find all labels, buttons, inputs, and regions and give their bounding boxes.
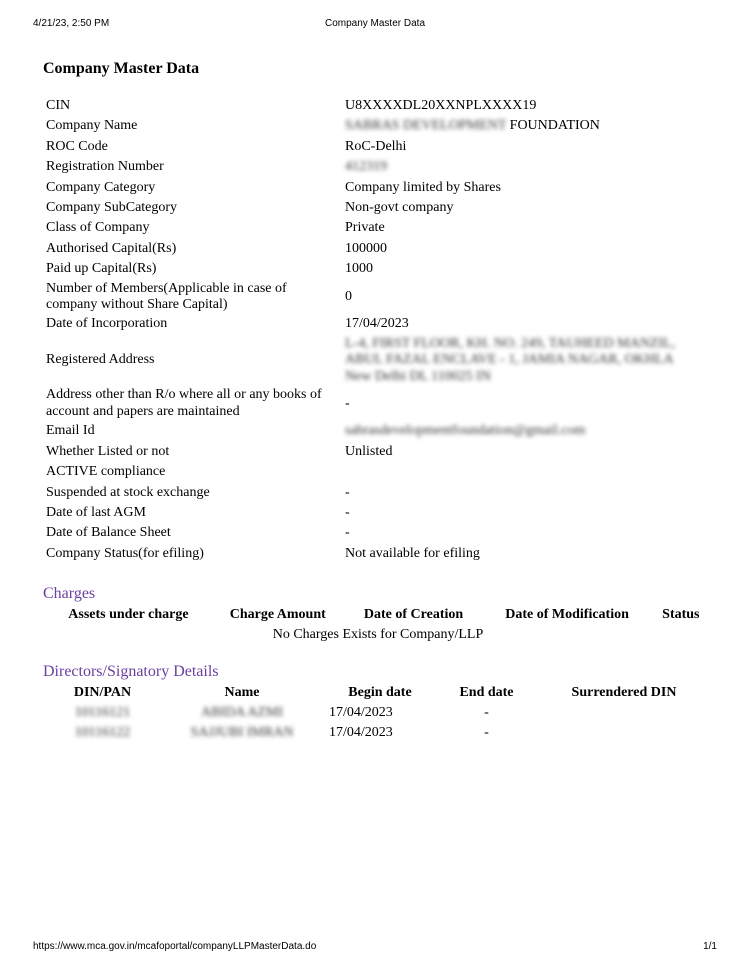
master-row-last-agm <box>42 503 702 523</box>
director-end-date: - <box>484 725 489 740</box>
roc-code-value: RoC-Delhi <box>345 138 407 154</box>
authorised-capital-label: Authorised Capital(Rs) <box>46 240 177 256</box>
directors-col-surrendered: Surrendered DIN <box>571 685 677 700</box>
print-timestamp: 4/21/23, 2:50 PM <box>33 18 110 29</box>
email-value <box>341 421 702 441</box>
directors-section-title: Directors/Signatory Details <box>43 663 219 680</box>
authorised-capital-value: 100000 <box>345 240 387 256</box>
company-name-suffix: FOUNDATION <box>506 118 600 134</box>
director-begin-date: 17/04/2023 <box>329 705 393 720</box>
members-label: Number of Members(Applicable in case of company without Share Capital) <box>46 280 287 313</box>
master-row-paidup-capital <box>42 259 702 279</box>
director-din <box>46 723 159 743</box>
suspended-value: - <box>345 484 350 500</box>
listed-label: Whether Listed or not <box>46 443 170 459</box>
charges-col-status: Status <box>662 607 700 622</box>
master-row-class <box>42 218 702 238</box>
master-row-authorised-capital <box>42 239 702 259</box>
members-value: 0 <box>345 288 352 304</box>
master-row-members <box>42 280 702 315</box>
director-end-date: - <box>484 705 489 720</box>
email-redacted: sabrasdevelopmentfoundation@gmail.com <box>345 423 586 439</box>
master-row-registration <box>42 157 702 177</box>
company-master-table <box>42 96 702 564</box>
paidup-capital-label: Paid up Capital(Rs) <box>46 261 157 277</box>
table-row <box>46 723 710 743</box>
directors-col-begin: Begin date <box>348 685 412 700</box>
directors-header-row <box>46 683 710 703</box>
director-name-redacted: SAJJUBI IMRAN <box>190 725 294 740</box>
page-number: 1/1 <box>703 941 717 952</box>
email-label: Email Id <box>46 423 95 439</box>
directors-col-name: Name <box>224 685 260 700</box>
class-of-company-value: Private <box>345 220 385 236</box>
company-name-redacted: SABRAS DEVELOPMENT <box>345 118 507 134</box>
master-row-status <box>42 544 702 564</box>
incorporation-date-label: Date of Incorporation <box>46 316 168 332</box>
director-din-redacted: 10116121 <box>74 705 131 720</box>
books-address-label: Address other than R/o where all or any books of account and papers are maintained <box>46 387 322 419</box>
registered-address-label: Registered Address <box>46 352 155 368</box>
master-row-subcategory <box>42 198 702 218</box>
charges-section-title: Charges <box>43 585 96 602</box>
print-url: https://www.mca.gov.in/mcafoportal/companyLLPMasterData.do <box>33 941 317 952</box>
active-compliance-value <box>341 462 702 482</box>
charges-empty-row <box>46 625 710 645</box>
director-begin-date: 17/04/2023 <box>329 725 393 740</box>
last-agm-value: - <box>345 504 350 520</box>
balance-sheet-value: - <box>345 525 350 541</box>
page-title: Company Master Data <box>43 60 200 77</box>
registration-number-value <box>341 157 702 177</box>
master-row-suspended <box>42 483 702 503</box>
charges-col-creation: Date of Creation <box>363 607 464 622</box>
master-row-active-compliance <box>42 462 702 482</box>
registered-address-redacted: L-4, FIRST FLOOR, KH. NO. 249, TAUHEED MANZIL, ABUL FAZAL ENCLAVE - 1, JAMIA NAGAR, OKHLA New Delhi DL 110025 IN <box>345 335 676 384</box>
director-name <box>159 703 325 723</box>
directors-col-end: End date <box>459 685 514 700</box>
directors-table <box>46 683 710 743</box>
master-row-cin <box>42 96 702 116</box>
charges-header-row <box>46 605 710 625</box>
director-name-redacted: ABIDA AZMI <box>200 705 284 720</box>
cin-label: CIN <box>46 97 71 113</box>
incorporation-date-value: 17/04/2023 <box>345 316 409 332</box>
registered-address-value <box>341 335 702 387</box>
suspended-label: Suspended at stock exchange <box>46 484 210 500</box>
active-compliance-label: ACTIVE compliance <box>46 464 166 480</box>
charges-col-assets: Assets under charge <box>68 607 189 622</box>
company-category-value: Company limited by Shares <box>345 179 501 195</box>
director-surrendered-din <box>538 723 710 743</box>
directors-col-din: DIN/PAN <box>73 685 132 700</box>
company-subcategory-value: Non-govt company <box>345 199 454 215</box>
company-status-label: Company Status(for efiling) <box>46 545 204 561</box>
director-din <box>46 703 159 723</box>
class-of-company-label: Class of Company <box>46 220 150 236</box>
books-address-value: - <box>345 395 350 411</box>
director-din-redacted: 10116122 <box>74 725 131 740</box>
paidup-capital-value: 1000 <box>345 261 373 277</box>
master-row-category <box>42 178 702 198</box>
director-name <box>159 723 325 743</box>
roc-code-label: ROC Code <box>46 138 108 154</box>
table-row <box>46 703 710 723</box>
cin-value: U8XXXXDL20XXNPLXXXX19 <box>345 97 537 113</box>
last-agm-label: Date of last AGM <box>46 504 146 520</box>
company-subcategory-label: Company SubCategory <box>46 199 178 215</box>
registration-number-redacted: 412319 <box>345 159 387 175</box>
master-row-company-name <box>42 116 702 136</box>
company-category-label: Company Category <box>46 179 156 195</box>
balance-sheet-label: Date of Balance Sheet <box>46 525 171 541</box>
charges-col-modification: Date of Modification <box>505 607 629 622</box>
listed-value: Unlisted <box>345 443 393 459</box>
registration-number-label: Registration Number <box>46 159 164 175</box>
master-row-roc <box>42 137 702 157</box>
master-row-incorporation <box>42 315 702 335</box>
company-name-value <box>341 116 702 136</box>
master-row-balance-sheet <box>42 523 702 543</box>
company-status-value: Not available for efiling <box>345 545 480 561</box>
charges-table <box>46 605 710 645</box>
director-surrendered-din <box>538 703 710 723</box>
charges-empty-message: No Charges Exists for Company/LLP <box>272 627 484 642</box>
master-row-listed <box>42 442 702 462</box>
master-row-email <box>42 421 702 441</box>
print-doc-title: Company Master Data <box>324 18 426 29</box>
master-row-registered-address <box>42 335 702 387</box>
company-name-label: Company Name <box>46 118 138 134</box>
master-row-books-address <box>42 386 702 421</box>
charges-col-amount: Charge Amount <box>229 607 326 622</box>
